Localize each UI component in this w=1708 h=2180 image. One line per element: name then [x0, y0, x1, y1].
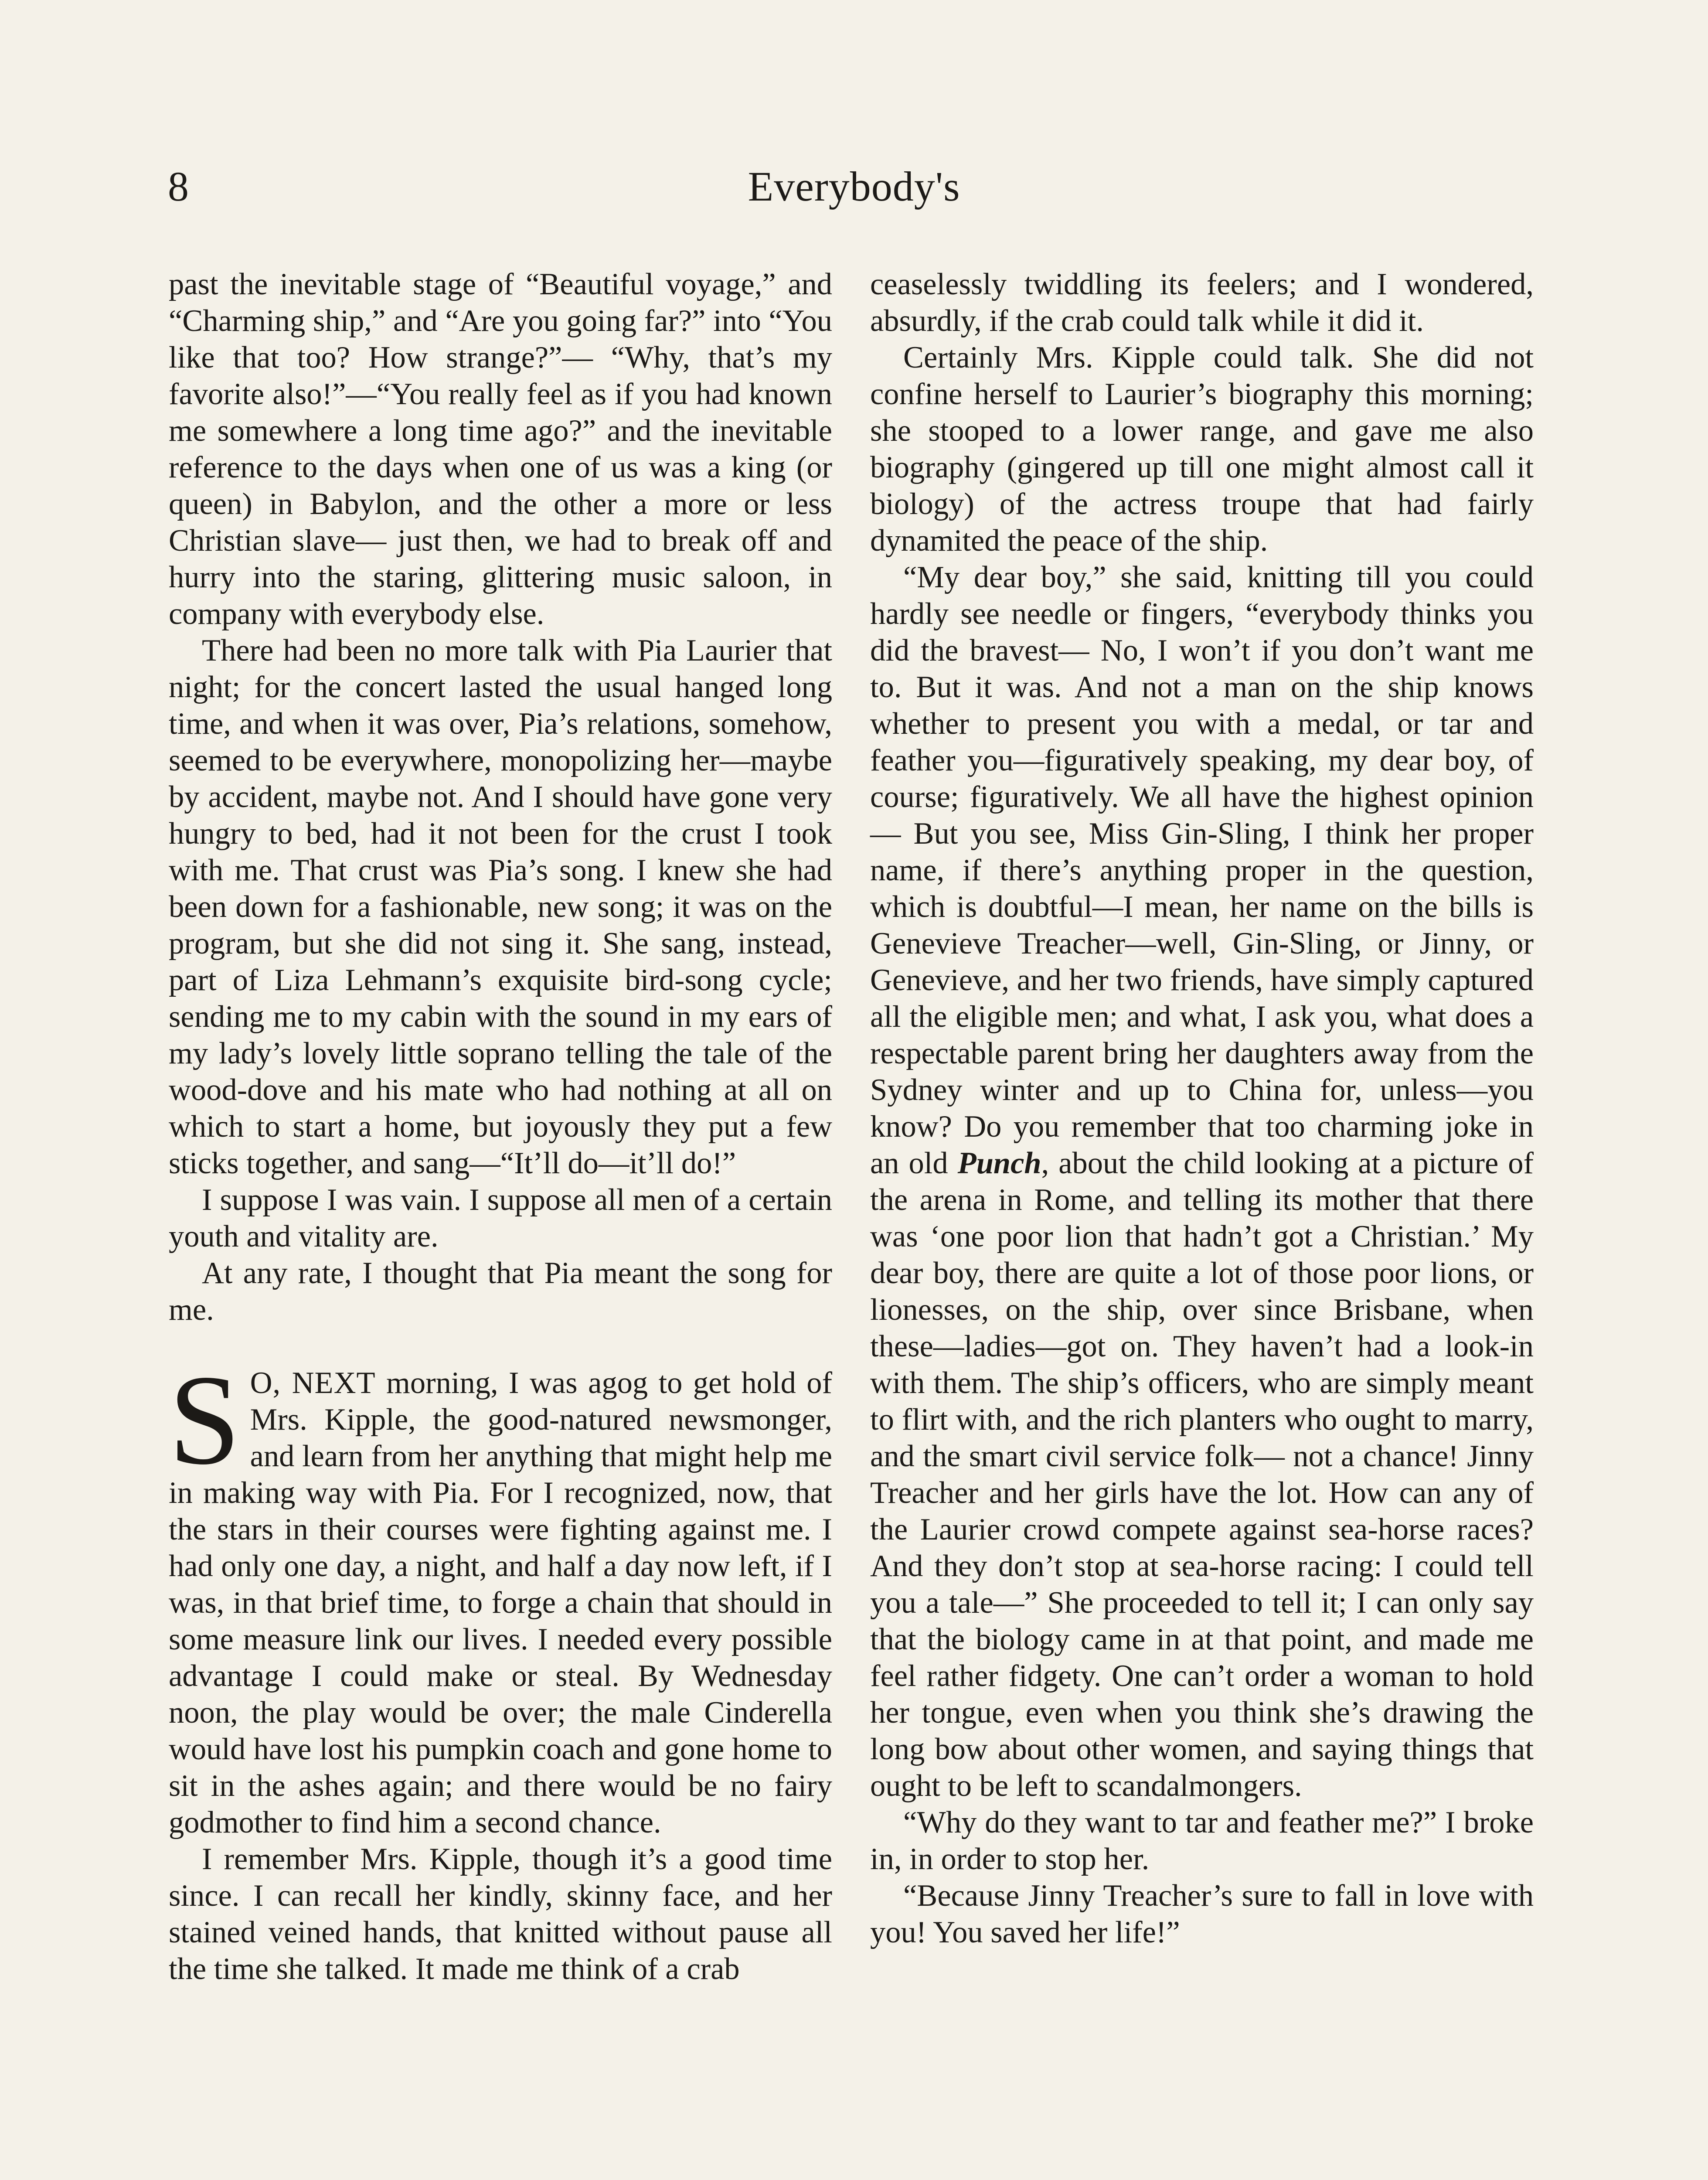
paragraph: ceaselessly twiddling its feelers; and I wondered, absurdly, if the crab could talk while it did it. — [870, 267, 1534, 338]
drop-cap: S — [169, 1349, 241, 1492]
paragraph: I remember Mrs. Kipple, though it’s a good time since. I can recall her kindly, skinny face, and her stained veined hands, that knitted without pause all the time she talked. It made me think of a crab — [169, 1842, 832, 1986]
lead-in-caps: O, NEXT — [250, 1366, 376, 1400]
paragraph: past the inevitable stage of “Beautiful voyage,” and “Charming ship,” and “Are you going far?” into “You like that too? How strange?”— “Why, that’s my favorite also!”—“You really feel as if you had known me somewhere a long time ago?” and the inevitable reference to the days when one of us was a king (or queen) in Babylon, and the other a more or less Christian slave— just then, we had to break off and hurry into the staring, glittering music saloon, in company with everybody else. — [169, 267, 832, 631]
running-head: Everybody's — [748, 163, 960, 210]
paragraph: “Why do they want to tar and feather me?” I broke in, in order to stop her. — [870, 1805, 1534, 1876]
paragraph: At any rate, I thought that Pia meant the song for me. — [169, 1256, 832, 1327]
paragraph: There had been no more talk with Pia Laurier that night; for the concert lasted the usual hanged long time, and when it was over, Pia’s relations, somehow, seemed to be everywhere, monopolizing her—maybe by accident, maybe not. And I should have gone very hungry to bed, had it not been for the crust I took with me. That crust was Pia’s song. I knew she had been down for a fashionable, new song; it was on the program, but she did not sing it. She sang, instead, part of Liza Lehmann’s exquisite bird-song cycle; sending me to my cabin with the sound in my ears of my lady’s lovely little soprano telling the tale of the wood-dove and his mate who had nothing at all on which to start a home, but joyously they put a few sticks together, and sang—“It’ll do—it’ll do!” — [169, 634, 832, 1180]
italic-title: Punch — [957, 1146, 1041, 1180]
right-column — [870, 266, 1534, 1951]
paragraph: “Because Jinny Treacher’s sure to fall in love with you! You saved her life!” — [870, 1879, 1534, 1949]
paragraph-text: morning, I was agog to get hold of Mrs. Kipple, the good-natured newsmonger, and learn from her anything that might help me in making way with Pia. For I recognized, now, that the stars in their courses were fighting against me. I had only one day, a night, and half a day now left, if I was, in that brief time, to forge a chain that should in some measure link our lives. I needed every possible advantage I could make or steal. By Wednesday noon, the play would be over; the male Cinderella would have lost his pumpkin coach and gone home to sit in the ashes again; and there would be no fairy godmother to find him a second chance. — [169, 1366, 833, 1839]
paragraph: I suppose I was vain. I suppose all men of a certain youth and vitality are. — [169, 1183, 832, 1254]
paragraph: Certainly Mrs. Kipple could talk. She did not confine herself to Laurier’s biography this morning; she stooped to a lower range, and gave me also biography (gingered up till one might almost call it biology) of the actress troupe that had fairly dynamited the peace of the ship. — [870, 341, 1534, 558]
paragraph-text: “My dear boy,” she said, knitting till you could hardly see needle or fingers, “everybody thinks you did the bravest— No, I won’t if you don’t want me to. But it was. And not a man on the ship knows whether to present you with a medal, or tar and feather you—figuratively speaking, my dear boy, of course; figuratively. We all have the highest opinion— But you see, Miss Gin-Sling, I think her proper name, if there’s anything proper in the question, which is doubtful—I mean, her name on the bills is Genevieve Treacher—well, Gin-Sling, or Jinny, or Genevieve, and her two friends, have simply captured all the eligible men; and what, I ask you, what does a respectable parent bring her daughters away from the Sydney winter and up to China for, unless—you know? Do you remember that too charming joke in an old — [870, 560, 1534, 1180]
left-column — [169, 266, 832, 1987]
paragraph — [870, 559, 1534, 1804]
paragraph-text: , about the child looking at a picture of the arena in Rome, and telling its mother that there was ‘one poor lion that hadn’t got a Christian.’ My dear boy, there are quite a lot of those poor lions, or lionesses, on the ship, over since Brisbane, when these—ladies—got on. They haven’t had a look-in with them. The ship’s officers, who are simply meant to flirt with, and the rich planters who ought to marry, and the smart civil service folk— not a chance! Jinny Treacher and her girls have the lot. How can any of the Laurier crowd compete against sea-horse races? And they don’t stop at sea-horse racing: I could tell you a tale—” She proceeded to tell it; I can only say that the biology came in at that point, and made me feel rather fidgety. One can’t order a woman to hold her tongue, even when you think she’s drawing the long bow about other women, and saying things that ought to be left to scandalmongers. — [870, 1146, 1534, 1803]
page-number: 8 — [168, 163, 189, 210]
section-opening-paragraph — [169, 1349, 833, 1841]
